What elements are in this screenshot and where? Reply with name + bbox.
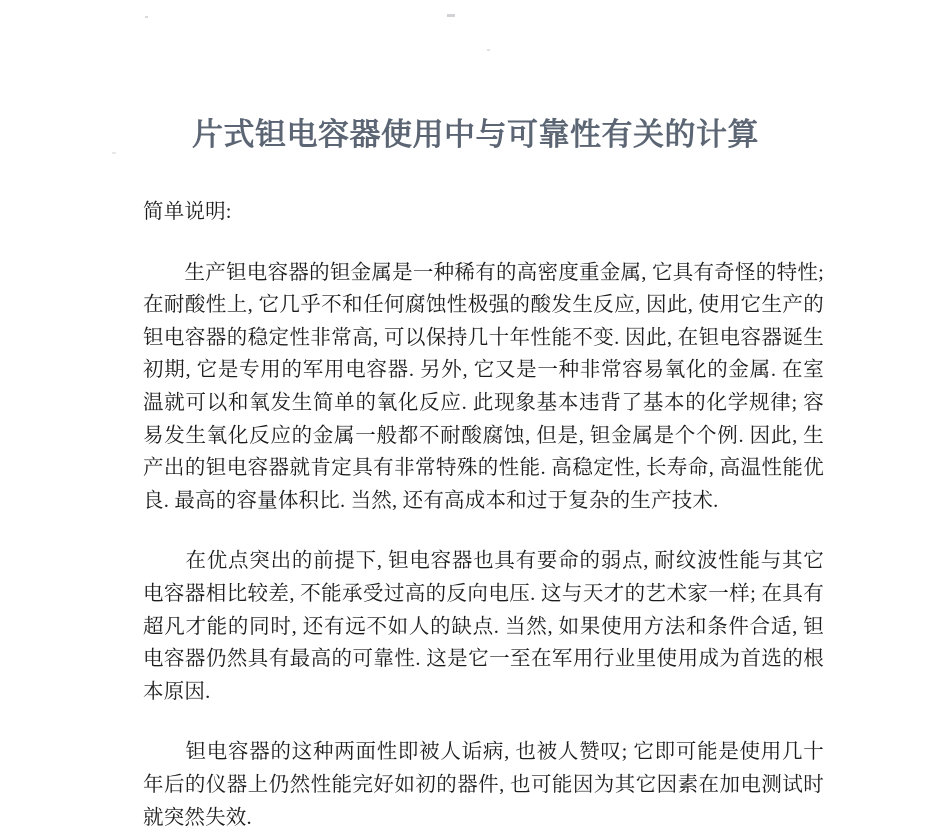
- document-body: [143, 196, 830, 834]
- paragraph-3: 钽电容器的这种两面性即被人诟病, 也被人赞叹; 它即可能是使用几十年后的仪器上仍然性能完好如初的器件, 也可能因为其它因素在加电测试时就突然失效.: [143, 741, 824, 829]
- scan-speckle-icon: [487, 49, 490, 51]
- paragraph-2: 在优点突出的前提下, 钽电容器也具有要命的弱点, 耐纹波性能与其它电容器相比较差, 不能承受过高的反向电压. 这与天才的艺术家一样; 在具有超凡才能的同时, 还有远不如人的缺点. 当然, 如果使用方法和条件合适, 钽电容器仍然具有最高的可靠性. 这是它一至在军用行业里使用成为首选的根本原因.: [143, 550, 824, 703]
- scan-speckle-icon: [447, 14, 455, 17]
- lead-label: 简单说明:: [143, 201, 232, 223]
- scan-speckle-icon: [145, 16, 148, 18]
- paragraph-1: 生产钽电容器的钽金属是一种稀有的高密度重金属, 它具有奇怪的特性; 在耐酸性上, 它几乎不和任何腐蚀性极强的酸发生反应, 因此, 使用它生产的钽电容器的稳定性非常高, 可以保持几十年性能不变. 因此, 在钽电容器诞生初期, 它是专用的军用电容器. 另外, 它又是一种非常容易氧化的金属. 在室温就可以和氧发生简单的氧化反应. 此现象基本违背了基本的化学规律; 容易发生氧化反应的金属一般都不耐酸腐蚀, 但是, 钽金属是个个例. 因此, 生产出的钽电容器就肯定具有非常特殊的性能. 高稳定性, 长寿命, 高温性能优良. 最高的容量体积比. 当然, 还有高成本和过于复杂的生产技术.: [143, 261, 830, 512]
- page-title: 片式钽电容器使用中与可靠性有关的计算: [192, 116, 759, 152]
